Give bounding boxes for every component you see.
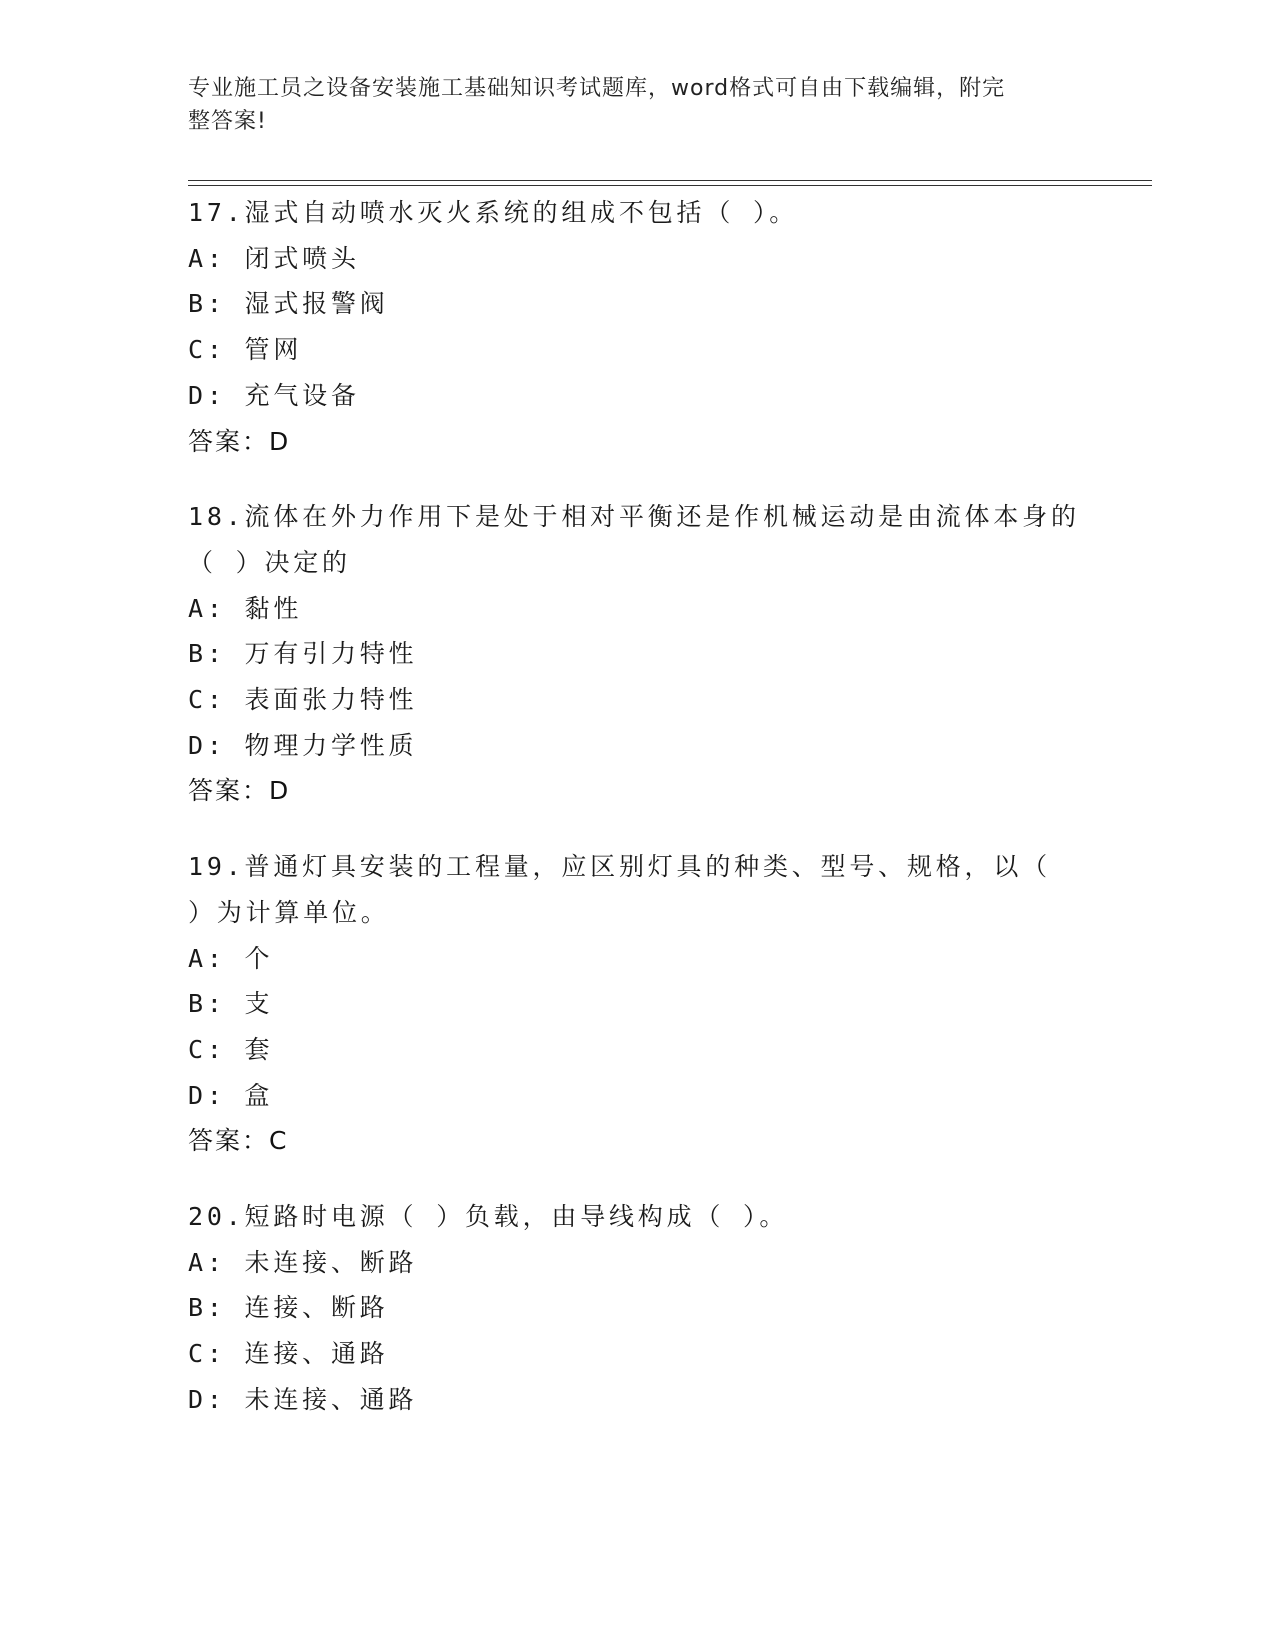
option-d: D: 物理力学性质	[188, 730, 418, 760]
option-a: A: 个	[188, 943, 274, 973]
option-c: C: 表面张力特性	[188, 685, 418, 715]
option-b: B: 湿式报警阀	[188, 289, 389, 319]
header-rule-top	[188, 180, 1152, 181]
question-stem-continued: ）为计算单位。	[188, 897, 390, 927]
option-c: C: 套	[188, 1034, 274, 1064]
question-stem: 20.短路时电源（ ）负载，由导线构成（ ）。	[188, 1202, 789, 1232]
option-b: B: 万有引力特性	[188, 639, 418, 669]
answer-text: 答案：C	[188, 1126, 289, 1156]
question-stem-continued: （ ）决定的	[188, 547, 351, 577]
question-17	[188, 190, 1088, 464]
answer-text: 答案：D	[188, 426, 291, 456]
option-a: A: 闭式喷头	[188, 243, 360, 273]
answer-text: 答案：D	[188, 776, 291, 806]
question-19	[188, 844, 1088, 1164]
option-b: B: 连接、断路	[188, 1293, 389, 1323]
question-stem: 17.湿式自动喷水灭火系统的组成不包括（ ）。	[188, 198, 799, 227]
option-a: A: 未连接、断路	[188, 1247, 418, 1277]
header-line-1: 专业施工员之设备安装施工基础知识考试题库，word格式可自由下载编辑，附完	[188, 76, 1006, 101]
question-stem: 19.普通灯具安装的工程量，应区别灯具的种类、型号、规格，以（	[188, 852, 1051, 882]
question-20	[188, 1194, 1088, 1423]
option-d: D: 盒	[188, 1080, 274, 1110]
question-18	[188, 494, 1088, 814]
option-d: D: 充气设备	[188, 380, 360, 410]
header-rule-bottom	[188, 185, 1152, 186]
option-d: D: 未连接、通路	[188, 1384, 418, 1414]
document-header	[188, 72, 1068, 138]
header-line-2: 整答案!	[188, 109, 267, 134]
option-c: C: 连接、通路	[188, 1339, 389, 1369]
option-b: B: 支	[188, 989, 274, 1019]
option-a: A: 黏性	[188, 593, 303, 623]
question-stem: 18.流体在外力作用下是处于相对平衡还是作机械运动是由流体本身的	[188, 502, 1080, 532]
question-list	[188, 190, 1088, 1453]
option-c: C: 管网	[188, 335, 303, 365]
